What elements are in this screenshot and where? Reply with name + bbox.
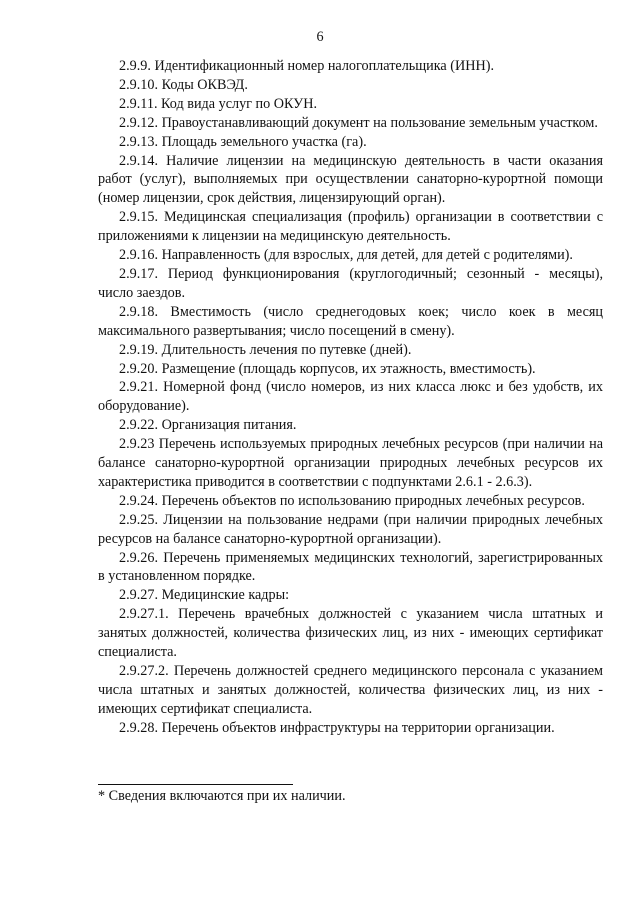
document-body xyxy=(98,57,603,738)
paragraph-2-9-27: 2.9.27. Медицинские кадры: xyxy=(119,587,290,604)
paragraph-2-9-11: 2.9.11. Код вида услуг по ОКУН. xyxy=(119,95,318,112)
paragraph-2-9-19: 2.9.19. Длительность лечения по путевке (дней). xyxy=(119,341,412,358)
paragraph-2-9-21: 2.9.21. Номерной фонд (число номеров, из них класса люкс и без удобств, их оборудование). xyxy=(98,379,603,415)
paragraph-2-9-27-1: 2.9.27.1. Перечень врачебных должностей с указанием числа штатных и занятых должностей, количества физических лиц, из них - имеющих сертификат специалиста. xyxy=(98,606,603,661)
paragraph-2-9-15: 2.9.15. Медицинская специализация (профиль) организации в соответствии с приложениями к лицензии на медицинскую деятельность. xyxy=(98,209,603,245)
paragraph-2-9-18: 2.9.18. Вместимость (число среднегодовых коек; число коек в месяц максимального развертывания; число посещений в смену). xyxy=(98,303,603,339)
paragraph-2-9-20: 2.9.20. Размещение (площадь корпусов, их этажность, вместимость). xyxy=(119,360,536,377)
paragraph-2-9-9: 2.9.9. Идентификационный номер налогоплательщика (ИНН). xyxy=(119,58,495,74)
paragraph-2-9-27-2: 2.9.27.2. Перечень должностей среднего медицинского персонала с указанием числа штатных и занятых должностей, количества физических лиц, из них - имеющих сертификат специалиста. xyxy=(98,663,603,717)
paragraph-2-9-13: 2.9.13. Площадь земельного участка (га). xyxy=(119,133,367,150)
paragraph-2-9-16: 2.9.16. Направленность (для взрослых, для детей, для детей с родителями). xyxy=(119,247,573,264)
footnote: * Сведения включаются при их наличии. xyxy=(98,788,346,804)
paragraph-2-9-25: 2.9.25. Лицензии на пользование недрами (при наличии природных лечебных ресурсов на балансе санаторно-курортной организации). xyxy=(98,511,603,547)
paragraph-2-9-17: 2.9.17. Период функционирования (круглогодичный; сезонный - месяцы), число заездов. xyxy=(98,265,603,301)
paragraph-2-9-12: 2.9.12. Правоустанавливающий документ на пользование земельным участком. xyxy=(119,114,598,131)
paragraph-2-9-28: 2.9.28. Перечень объектов инфраструктуры на территории организации. xyxy=(119,719,555,736)
paragraph-2-9-14: 2.9.14. Наличие лицензии на медицинскую деятельность в части оказания работ (услуг), выполняемых при осуществлении санаторно-курортной помощи (номер лицензии, срок действия, лицензирующий орган). xyxy=(98,152,603,207)
footnote-divider xyxy=(98,784,293,785)
paragraph-2-9-23: 2.9.23 Перечень используемых природных лечебных ресурсов (при наличии на балансе санаторно-курортной организации природных лечебных ресурсов их характеристика приводится в соответствии с подпунктами 2.6.1 - 2.6.3). xyxy=(98,436,603,490)
paragraph-2-9-22: 2.9.22. Организация питания. xyxy=(119,417,297,434)
paragraph-2-9-26: 2.9.26. Перечень применяемых медицинских технологий, зарегистрированных в установленном порядке. xyxy=(98,549,603,585)
paragraph-2-9-10: 2.9.10. Коды ОКВЭД. xyxy=(119,76,248,93)
page-number: 6 xyxy=(316,29,324,45)
paragraph-2-9-24: 2.9.24. Перечень объектов по использованию природных лечебных ресурсов. xyxy=(119,492,585,509)
